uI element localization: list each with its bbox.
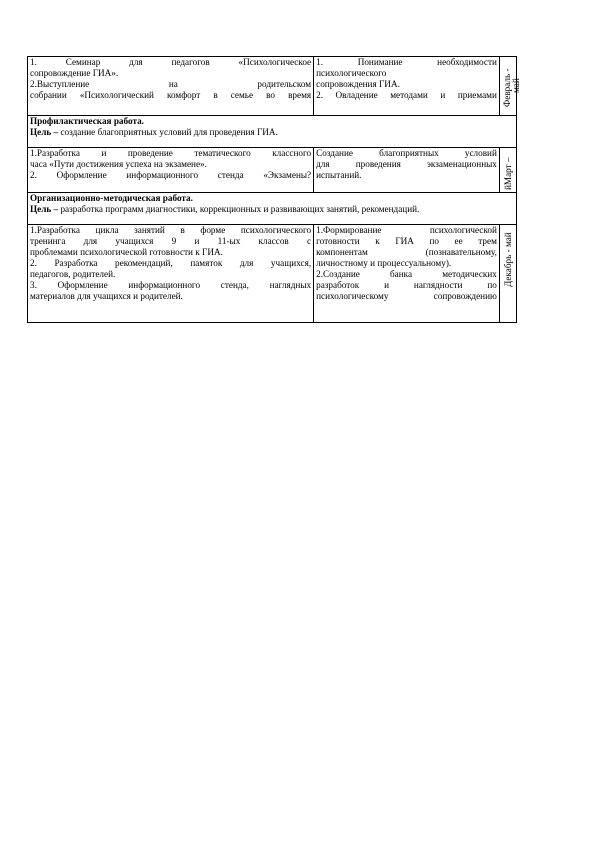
results-cell: [314, 57, 500, 116]
activity-line: сопровождение ГИА».: [30, 68, 119, 78]
activity-line: 1.Разработка цикла занятий в форме психологического: [30, 225, 312, 235]
activity-line: тренинга для учащихся 9 и 11-ых классов с: [30, 236, 312, 246]
result-line: разработок и наглядности по: [316, 280, 497, 290]
period-cell: [499, 225, 516, 323]
result-line: компонентам (познавательному,: [316, 247, 497, 257]
period-label: йМарт –: [502, 157, 513, 190]
result-line: психологического: [316, 68, 387, 78]
activity-line: 2. Оформление информационного стенда «Экзамены?: [30, 170, 312, 180]
result-line: 2. Овладение методами и приемами: [316, 90, 497, 100]
result-line: испытаний.: [316, 170, 362, 180]
section-header-prophylactic: [28, 116, 517, 148]
section-title: Профилактическая работа.: [30, 116, 144, 126]
result-line: 2.Создание банка методических: [316, 269, 497, 279]
results-cell: [314, 225, 500, 323]
activity-line: материалов для учащихся и родителей.: [30, 291, 183, 301]
goal-text: создание благоприятных условий для проведения ГИА.: [58, 127, 278, 137]
period-label: май: [510, 78, 521, 93]
result-line: Создание благоприятных условий: [316, 148, 497, 158]
period-label: Февраль -: [501, 68, 512, 107]
activities-cell: [28, 148, 314, 193]
activities-cell: [28, 57, 314, 116]
activity-plan-table: [27, 56, 521, 323]
goal-text: разработка программ диагностики, коррекционных и развивающих занятий, рекомендаций.: [58, 204, 420, 214]
table-row: [28, 148, 517, 193]
activities-cell: [28, 225, 314, 323]
activity-line: 2. Разработка рекомендаций, памяток для учащихся,: [30, 258, 312, 268]
section-header-methodical: [28, 193, 517, 225]
goal-label: Цель –: [30, 127, 59, 137]
goal-label: Цель –: [30, 204, 59, 214]
table-row: [28, 116, 517, 148]
result-line: для проведения экзаменационных: [316, 159, 497, 169]
result-line: психологическому сопровождению: [316, 291, 497, 301]
table-row: [28, 57, 517, 116]
period-cell: [499, 57, 521, 116]
activity-line: собрании «Психологический комфорт в семье во время: [30, 90, 312, 100]
result-line: 1.Формирование психологической: [316, 225, 497, 235]
period-label: Декабрь - май: [502, 232, 513, 287]
activity-line: часа «Пути достижения успеха на экзамене».: [30, 159, 207, 169]
activity-line: 1. Семинар для педагогов «Психологическое: [30, 57, 312, 67]
activity-line: 1.Разработка и проведение тематического классного: [30, 148, 312, 158]
period-cell: [499, 148, 516, 193]
result-line: личностному и процессуальному).: [316, 258, 452, 268]
table-row: [28, 225, 517, 323]
results-cell: [314, 148, 500, 193]
table-row: [28, 193, 517, 225]
result-line: сопровождения ГИА.: [316, 79, 400, 89]
result-line: готовности к ГИА по ее трем: [316, 236, 497, 246]
result-line: 1. Понимание необходимости: [316, 57, 497, 67]
activity-line: педагогов, родителей.: [30, 269, 116, 279]
activity-line: проблемами психологической готовности к ГИА.: [30, 247, 223, 257]
activity-line: 2.Выступление на родительском: [30, 79, 312, 89]
section-title: Организационно-методическая работа.: [30, 193, 193, 203]
activity-line: 3. Оформление информационного стенда, наглядных: [30, 280, 312, 290]
